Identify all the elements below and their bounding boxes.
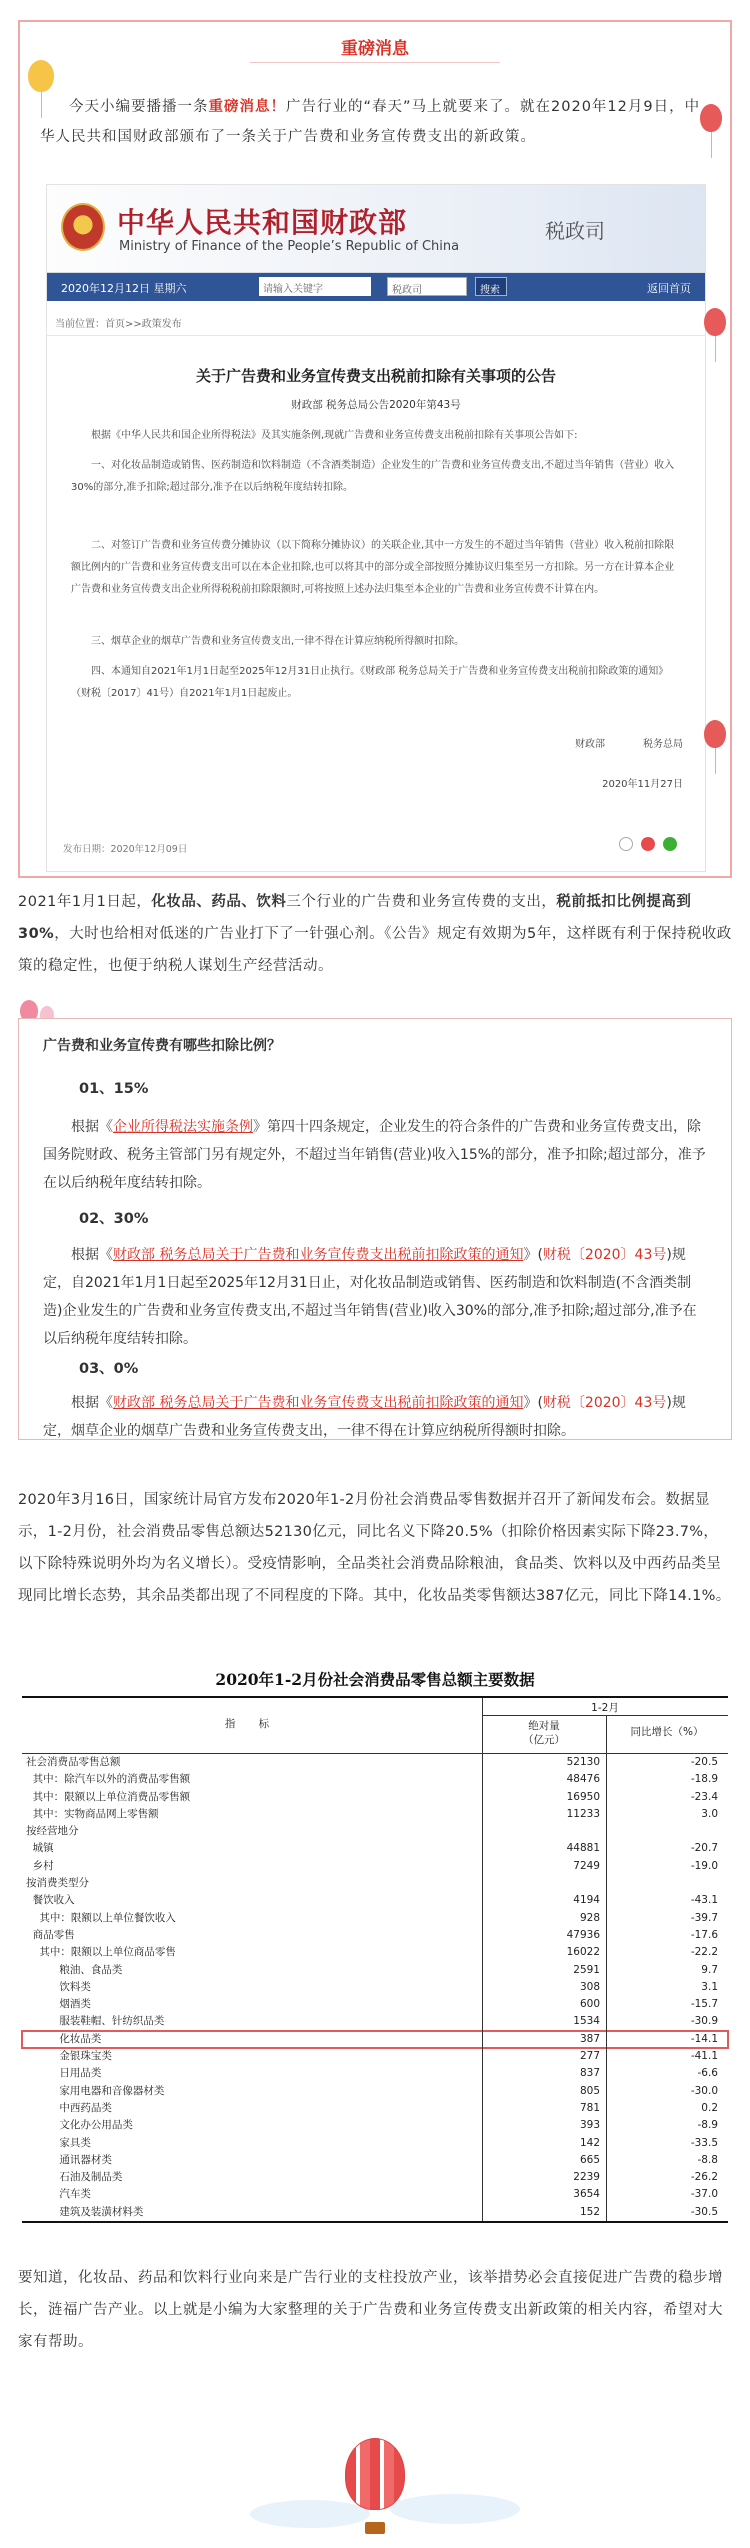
table-row xyxy=(22,2152,728,2169)
row-value: 2591 xyxy=(573,1963,600,1976)
row-growth: -33.5 xyxy=(690,2136,718,2149)
table-row xyxy=(22,1840,728,1857)
rate-text: )规定，烟草企业的烟草广告费和业务宣传费支出，一律不得在计算应纳税所得额时扣除。 xyxy=(43,1395,686,1439)
row-growth: -41.1 xyxy=(690,2050,718,2063)
deduction-rates-card xyxy=(18,1018,732,1440)
row-growth: -37.0 xyxy=(690,2188,718,2201)
mof-nav-bar xyxy=(47,273,705,301)
row-value: 4194 xyxy=(573,1894,600,1907)
row-growth: 3.0 xyxy=(701,1807,718,1820)
announcement-title: 关于广告费和业务宣传费支出税前扣除有关事项的公告 xyxy=(195,367,556,385)
row-indicator: 汽车类 xyxy=(26,2188,91,2201)
rate-heading-0: 03、0% xyxy=(79,1361,139,1377)
rates-question: 广告费和业务宣传费有哪些扣除比例？ xyxy=(43,1038,281,1054)
table-row xyxy=(22,1806,728,1823)
rate-text: 根据《 xyxy=(71,1119,113,1135)
sign-date: 2020年11月27日 xyxy=(602,779,683,790)
rate-paragraph-15 xyxy=(43,1113,707,1197)
header-absolute-unit: （亿元） xyxy=(523,1734,565,1746)
table-row xyxy=(22,1823,728,1840)
table-body xyxy=(22,1754,728,2221)
table-row xyxy=(22,1771,728,1788)
intro-highlight: 重磅消息！ xyxy=(208,99,286,115)
table-row xyxy=(22,2083,728,2100)
table-row xyxy=(22,1944,728,1961)
row-indicator: 通讯器材类 xyxy=(26,2153,112,2166)
policy-summary-paragraph xyxy=(18,886,732,982)
row-growth: -30.0 xyxy=(690,2084,718,2097)
intro-text-post: 广告行业的“春天”马上就要来了。就在2020年12月9日，中华人民共和国财政部颁布了一条关于广告费和业务宣传费支出的新政策。 xyxy=(40,99,701,145)
row-indicator: 金银珠宝类 xyxy=(26,2050,112,2063)
retail-data-paragraph: 2020年3月16日，国家统计局官方发布2020年1-2月份社会消费品零售数据并召开了新闻发布会。数据显示，1-2月份，社会消费品零售总额达52130亿元，同比名义下降20.5%（扣除价格因素实际下降23.7%，以下除特殊说明外均为名义增长）。受疫情影响，全品类社会消费品除粮油，食品类、饮料以及中西药品类呈现同比增长态势，其余品类都出现了不同程度的下降。其中，化妆品类零售额达387亿元，同比下降14.1%。 xyxy=(18,1492,731,1604)
announcement-paragraph: 二、对签订广告费和业务宣传费分摊协议（以下简称分摊协议）的关联企业,其中一方发生的不超过当年销售（营业）收入税前扣除限额比例内的广告费和业务宣传费支出可以在本企业扣除,也可以将其中的部分或全部按照分摊协议归集至另一方扣除。另一方在计算本企业广告费和业务宣传费支出企业所得税税前扣除限额时,可将按照上述办法归集至本企业的广告费和业务宣传费不计算在内。 xyxy=(71,540,675,595)
column-divider xyxy=(482,1754,483,2221)
row-value: 928 xyxy=(579,1911,600,1924)
table-row xyxy=(22,2031,728,2048)
cloud-decoration xyxy=(390,2494,520,2524)
announcement-paragraph: 一、对化妆品制造或销售、医药制造和饮料制造（不含酒类制造）企业发生的广告费和业务宣传费支出,不超过当年销售（营业）收入30%的部分,准予扣除;超过部分,准予在以后纳税年度结转扣除。 xyxy=(71,460,675,493)
row-growth: -22.2 xyxy=(690,1946,718,1959)
row-value: 837 xyxy=(579,2067,600,2080)
publish-date: 发布日期：2020年12月09日 xyxy=(63,844,188,855)
table-row xyxy=(22,2186,728,2203)
rate-paragraph-30 xyxy=(43,1241,707,1353)
table-row xyxy=(22,1962,728,1979)
row-indicator: 服装鞋帽、针纺织品类 xyxy=(26,2015,165,2028)
intro-paragraph xyxy=(40,92,714,152)
table-row xyxy=(22,1858,728,1875)
table-row xyxy=(22,1875,728,1892)
row-value: 48476 xyxy=(566,1773,600,1786)
table-row xyxy=(22,2048,728,2065)
notice-link[interactable]: 财政部 税务总局关于广告费和业务宣传费支出税前扣除政策的通知 xyxy=(113,1395,524,1411)
mof-announcement-screenshot xyxy=(46,184,706,872)
table-row xyxy=(22,1910,728,1927)
balloon-basket-icon xyxy=(365,2522,385,2534)
row-value: 3654 xyxy=(573,2188,600,2201)
rate-text: 根据《 xyxy=(71,1247,113,1263)
row-indicator: 商品零售 xyxy=(26,1928,75,1941)
rate-text: )规定，自2021年1月1日起至2025年12月31日止，对化妆品制造或销售、医药制造和饮料制造(不含酒类制造)企业发生的广告费和业务宣传费支出,不超过当年销售(营业)收入30%的部分,准予扣除;超过部分,准予在以后纳税年度结转扣除。 xyxy=(43,1247,697,1347)
closing-paragraph: 要知道，化妆品、药品和饮料行业向来是广告行业的支柱投放产业，该举措势必会直接促进广告费的稳步增长，涟福广告产业。以上就是小编为大家整理的关于广告费和业务宣传费支出新政策的相关内容，希望对大家有帮助。 xyxy=(18,2270,723,2350)
table-row xyxy=(22,2013,728,2030)
row-indicator: 家具类 xyxy=(26,2136,91,2149)
row-growth: -26.2 xyxy=(690,2171,718,2184)
rate-heading-30: 02、30% xyxy=(79,1211,149,1227)
balloon-icon xyxy=(700,104,722,158)
row-value: 44881 xyxy=(566,1842,600,1855)
row-value: 805 xyxy=(579,2084,600,2097)
table-row xyxy=(22,1892,728,1909)
row-growth: 0.2 xyxy=(701,2101,718,2114)
table-row xyxy=(22,2065,728,2082)
announcement-number: 财政部 税务总局公告2020年第43号 xyxy=(291,399,461,411)
column-divider xyxy=(606,1754,607,2221)
signer-mof: 财政部 xyxy=(575,739,605,750)
row-value: 308 xyxy=(579,1980,600,1993)
notice-ref: 财税〔2020〕43号 xyxy=(542,1395,667,1411)
row-indicator: 按消费类型分 xyxy=(26,1877,89,1890)
table-row xyxy=(22,2135,728,2152)
department-name: 税政司 xyxy=(545,219,605,243)
row-value: 665 xyxy=(579,2153,600,2166)
row-growth: -39.7 xyxy=(690,1911,718,1924)
row-growth: -8.8 xyxy=(697,2153,718,2166)
section-title: 重磅消息 xyxy=(341,39,409,59)
breadcrumb-divider xyxy=(47,335,705,336)
search-button[interactable]: 搜索 xyxy=(475,277,507,296)
table-row xyxy=(22,1789,728,1806)
row-value: 277 xyxy=(579,2050,600,2063)
weibo-icon[interactable] xyxy=(641,837,655,851)
rate-text: 根据《 xyxy=(71,1395,113,1411)
row-value: 2239 xyxy=(573,2171,600,2184)
table-header xyxy=(22,1698,728,1754)
row-indicator: 其中：限额以上单位商品零售 xyxy=(26,1946,176,1959)
search-input[interactable]: 请输入关键字 xyxy=(259,277,371,296)
row-indicator: 其中：实物商品网上零售额 xyxy=(26,1807,159,1820)
row-value: 47936 xyxy=(566,1928,600,1941)
cloud-decoration xyxy=(250,2500,370,2528)
table-title: 2020年1-2月份社会消费品零售总额主要数据 xyxy=(215,1670,535,1689)
header-divider xyxy=(482,1715,728,1716)
mof-name-en: Ministry of Finance of the People’s Republic of China xyxy=(119,239,460,254)
row-indicator: 城镇 xyxy=(26,1842,54,1855)
row-value: 781 xyxy=(579,2101,600,2114)
summary-rate: 税前抵扣比例提高到30% xyxy=(18,894,692,942)
summary-text: 三个行业的广告费和业务宣传费的支出， xyxy=(286,894,557,910)
row-value: 600 xyxy=(579,1998,600,2011)
row-growth: 3.1 xyxy=(701,1980,718,1993)
row-indicator: 化妆品类 xyxy=(26,2032,102,2045)
row-growth: -20.5 xyxy=(690,1756,718,1768)
table-row xyxy=(22,2204,728,2221)
row-growth: 9.7 xyxy=(701,1963,718,1976)
row-value: 7249 xyxy=(573,1859,600,1872)
summary-text: ，大时也给相对低迷的广告业打下了一针强心剂。《公告》规定有效期为5年，这样既有利于保持税收政策的稳定性，也便于纳税人谋划生产经营活动。 xyxy=(18,926,732,974)
table-row xyxy=(22,1754,728,1771)
row-indicator: 饮料类 xyxy=(26,1980,91,1993)
regulation-link[interactable]: 企业所得税法实施条例 xyxy=(113,1119,253,1135)
row-value: 393 xyxy=(579,2119,600,2132)
row-growth: -30.5 xyxy=(690,2205,718,2218)
row-growth: -15.7 xyxy=(690,1998,718,2011)
row-growth: -18.9 xyxy=(690,1773,718,1786)
share-icon[interactable] xyxy=(619,837,633,851)
balloon-icon xyxy=(704,308,726,362)
home-link[interactable]: 返回首页 xyxy=(647,282,691,295)
header-absolute xyxy=(482,1719,606,1747)
row-growth: -30.9 xyxy=(690,2015,718,2028)
nav-date: 2020年12月12日 星期六 xyxy=(61,282,187,295)
signer-tax: 税务总局 xyxy=(643,739,683,750)
row-growth: -23.4 xyxy=(690,1790,718,1803)
table-row xyxy=(22,2169,728,2186)
row-indicator: 日用品类 xyxy=(26,2067,102,2080)
notice-link[interactable]: 财政部 税务总局关于广告费和业务宣传费支出税前扣除政策的通知 xyxy=(113,1247,524,1263)
row-value: 16950 xyxy=(566,1790,600,1803)
announcement-paragraph: 四、本通知自2021年1月1日起至2025年12月31日止执行。《财政部 税务总局关于广告费和业务宣传费支出税前扣除政策的通知》（财税〔2017〕41号）自2021年1月1日起废止。 xyxy=(71,666,669,699)
table-row xyxy=(22,1996,728,2013)
row-indicator: 建筑及装潢材料类 xyxy=(26,2205,144,2218)
wechat-icon[interactable] xyxy=(663,837,677,851)
row-indicator: 文化办公用品类 xyxy=(26,2119,133,2132)
row-value: 142 xyxy=(579,2136,600,2149)
row-growth: -8.9 xyxy=(697,2119,718,2132)
row-indicator: 其中：限额以上单位餐饮收入 xyxy=(26,1911,176,1924)
table-row xyxy=(22,2100,728,2117)
row-indicator: 其中：限额以上单位消费品零售额 xyxy=(26,1790,191,1803)
row-value: 152 xyxy=(579,2205,600,2218)
row-indicator: 社会消费品零售总额 xyxy=(26,1756,121,1768)
intro-text-pre: 今天小编要播播一条 xyxy=(69,99,209,115)
row-indicator: 石油及制品类 xyxy=(26,2171,123,2184)
rate-heading-15: 01、15% xyxy=(79,1081,149,1097)
balloon-icon xyxy=(28,60,54,118)
row-growth: -43.1 xyxy=(690,1894,718,1907)
row-indicator: 按经营地分 xyxy=(26,1825,79,1838)
rate-text: 》( xyxy=(523,1247,543,1263)
header-growth: 同比增长（%） xyxy=(630,1726,704,1738)
row-growth: -14.1 xyxy=(690,2032,718,2045)
news-card xyxy=(18,20,732,878)
summary-industries: 化妆品、药品、饮料 xyxy=(151,894,287,910)
breadcrumb: 当前位置：首页>>政策发布 xyxy=(55,319,182,330)
national-emblem-icon xyxy=(61,203,105,251)
mof-name-cn: 中华人民共和国财政部 xyxy=(117,206,408,239)
row-value: 387 xyxy=(579,2032,600,2045)
header-absolute-label: 绝对量 xyxy=(528,1720,560,1732)
row-indicator: 家用电器和音像器材类 xyxy=(26,2084,165,2097)
row-indicator: 烟酒类 xyxy=(26,1998,91,2011)
table-row xyxy=(22,1927,728,1944)
row-value: 1534 xyxy=(573,2015,600,2028)
row-growth: -19.0 xyxy=(690,1859,718,1872)
row-indicator: 中西药品类 xyxy=(26,2101,112,2114)
hot-air-balloon-icon xyxy=(345,2438,405,2510)
announcement-paragraph: 根据《中华人民共和国企业所得税法》及其实施条例,现就广告费和业务宣传费支出税前扣除有关事项公告如下: xyxy=(91,430,578,441)
retail-sales-table xyxy=(22,1696,728,2223)
announcement-paragraph: 三、烟草企业的烟草广告费和业务宣传费支出,一律不得在计算应纳税所得额时扣除。 xyxy=(91,636,465,647)
rate-text: 》( xyxy=(523,1395,543,1411)
row-growth: -6.6 xyxy=(697,2067,718,2080)
header-month: 1-2月 xyxy=(591,1702,619,1714)
row-value: 11233 xyxy=(566,1807,600,1820)
mof-header xyxy=(47,185,705,273)
title-divider xyxy=(250,62,500,63)
row-value: 16022 xyxy=(566,1946,600,1959)
row-growth: -17.6 xyxy=(690,1928,718,1941)
notice-ref: 财税〔2020〕43号 xyxy=(542,1247,667,1263)
table-row xyxy=(22,2117,728,2134)
balloon-icon xyxy=(704,720,726,774)
table-row xyxy=(22,1979,728,1996)
search-scope-select[interactable]: 税政司 xyxy=(387,277,467,296)
header-indicator: 指 标 xyxy=(224,1718,280,1730)
row-indicator: 餐饮收入 xyxy=(26,1894,75,1907)
rate-paragraph-0 xyxy=(43,1389,707,1445)
row-value: 52130 xyxy=(566,1756,600,1768)
row-indicator: 乡村 xyxy=(26,1859,54,1872)
row-indicator: 其中：除汽车以外的消费品零售额 xyxy=(26,1773,191,1786)
row-growth: -20.7 xyxy=(690,1842,718,1855)
rate-text: 》第四十四条规定，企业发生的符合条件的广告费和业务宣传费支出，除国务院财政、税务主管部门另有规定外，不超过当年销售(营业)收入15%的部分，准予扣除;超过部分，准予在以后纳税年度结转扣除。 xyxy=(43,1119,706,1191)
summary-text: 2021年1月1日起， xyxy=(18,894,152,910)
row-indicator: 粮油、食品类 xyxy=(26,1963,123,1976)
